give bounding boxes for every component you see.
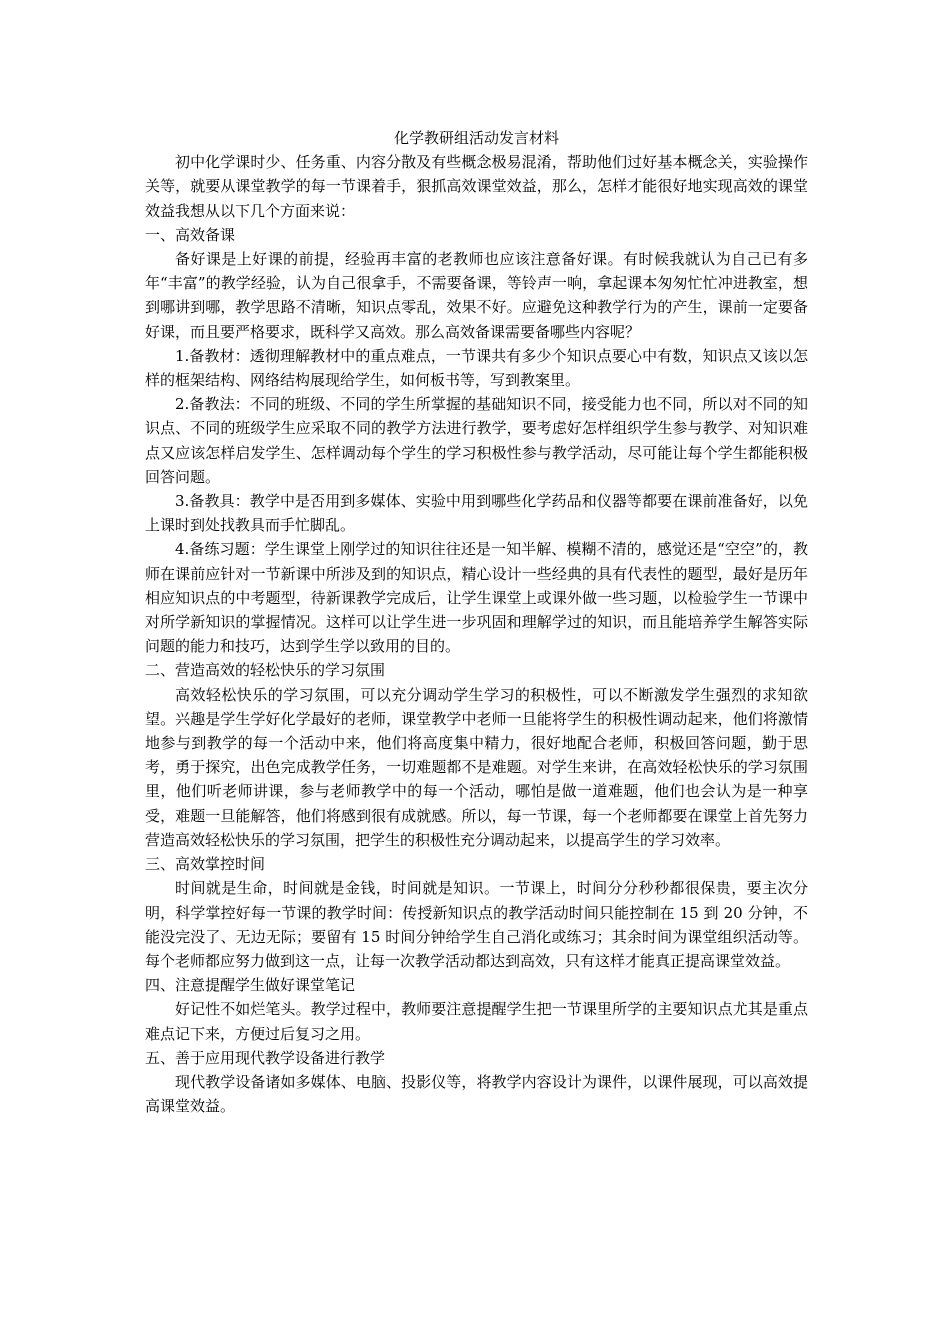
section-paragraph: 现代教学设备诸如多媒体、电脑、投影仪等，将教学内容设计为课件，以课件展现，可以高效提高课堂效益。 <box>145 1072 808 1116</box>
document-page <box>145 126 808 1118</box>
document-title: 化学教研组活动发言材料 <box>393 129 559 147</box>
section-paragraph: 时间就是生命，时间就是金钱，时间就是知识。一节课上，时间分分秒秒都很保贵，要主次分明，科学掌控好每一节课的教学时间：传授新知识点的教学活动时间只能控制在 15 到 20 分钟，不能没完没了、无边无际；要留有 15 时间分钟给学生自己消化或练习；其余时间为课堂组织活动等。每个老师都应努力做到这一点，让每一次教学活动都达到高效，只有这样才能真正提高课堂效益。 <box>145 879 808 970</box>
section-heading: 三、高效掌控时间 <box>145 855 266 874</box>
section-paragraph: 好记性不如烂笔头。教学过程中，教师要注意提醒学生把一节课里所学的主要知识点尤其是重点难点记下来，方便过后复习之用。 <box>145 1000 808 1043</box>
section-paragraph: 备好课是上好课的前提，经验再丰富的老教师也应该注意备好课。有时候我就认为自己已有多年“丰富”的教学经验，认为自己很拿手，不需要备课，等铃声一响，拿起课本匆匆忙忙冲进教室，想到哪讲到哪，教学思路不清晰，知识点零乱，效果不好。应避免这种教学行为的产生，课前一定要备好课，而且要严格要求，既科学又高效。那么高效备课需要备哪些内容呢？ <box>145 250 808 341</box>
section-heading: 二、营造高效的轻松快乐的学习氛围 <box>145 661 386 680</box>
section-heading: 一、高效备课 <box>145 225 236 244</box>
section-heading: 四、注意提醒学生做好课堂笔记 <box>145 976 356 995</box>
section-paragraph: 4.备练习题：学生课堂上刚学过的知识往往还是一知半解、模糊不清的，感觉还是“空空”的，教师在课前应针对一节新课中所涉及到的知识点，精心设计一些经典的具有代表性的题型，最好是历年相应知识点的中考题型，待新课教学完成后，让学生课堂上或课外做一些习题，以检验学生一节课中对所学新知识的掌握情况。这样可以让学生进一步巩固和理解学过的知识，而且能培养学生解答实际问题的能力和技巧，达到学生学以致用的目的。 <box>145 540 808 656</box>
section-heading: 五、善于应用现代教学设备进行教学 <box>145 1048 386 1067</box>
section-paragraph: 1.备教材：透彻理解教材中的重点难点，一节课共有多少个知识点要心中有数，知识点又该以怎样的框架结构、网络结构展现给学生，如何板书等，写到教案里。 <box>145 346 808 390</box>
section-paragraph: 2.备教法：不同的班级、不同的学生所掌握的基础知识不同，接受能力也不同，所以对不同的知识点、不同的班级学生应采取不同的教学方法进行教学，要考虑好怎样组织学生参与教学、对知识难点又应该怎样启发学生、怎样调动每个学生的学习积极性参与教学活动，尽可能让每个学生都能积极回答问题。 <box>145 395 808 486</box>
section-paragraph: 3.备教具：教学中是否用到多媒体、实验中用到哪些化学药品和仪器等都要在课前准备好，以免上课时到处找教具而手忙脚乱。 <box>145 492 808 535</box>
intro-paragraph: 初中化学课时少、任务重、内容分散及有些概念极易混淆，帮助他们过好基本概念关，实验操作关等，就要从课堂教学的每一节课着手，狠抓高效课堂效益，那么，怎样才能很好地实现高效的课堂效益我想从以下几个方面来说： <box>145 153 808 220</box>
section-paragraph: 高效轻松快乐的学习氛围，可以充分调动学生学习的积极性，可以不断激发学生强烈的求知欲望。兴趣是学生学好化学最好的老师，课堂教学中老师一旦能将学生的积极性调动起来，他们将激情地参与到教学的每一个活动中来，他们将高度集中精力，很好地配合老师，积极回答问题，勤于思考，勇于探究，出色完成教学任务，一切难题都不是难题。对学生来讲，在高效轻松快乐的学习氛围里，他们听老师讲课，参与老师教学中的每一个活动，哪怕是做一道难题，他们也会认为是一种享受，难题一旦能解答，他们将感到很有成就感。所以，每一节课，每一个老师都要在课堂上首先努力营造高效轻松快乐的学习氛围，把学生的积极性充分调动起来，以提高学生的学习效率。 <box>145 685 808 849</box>
